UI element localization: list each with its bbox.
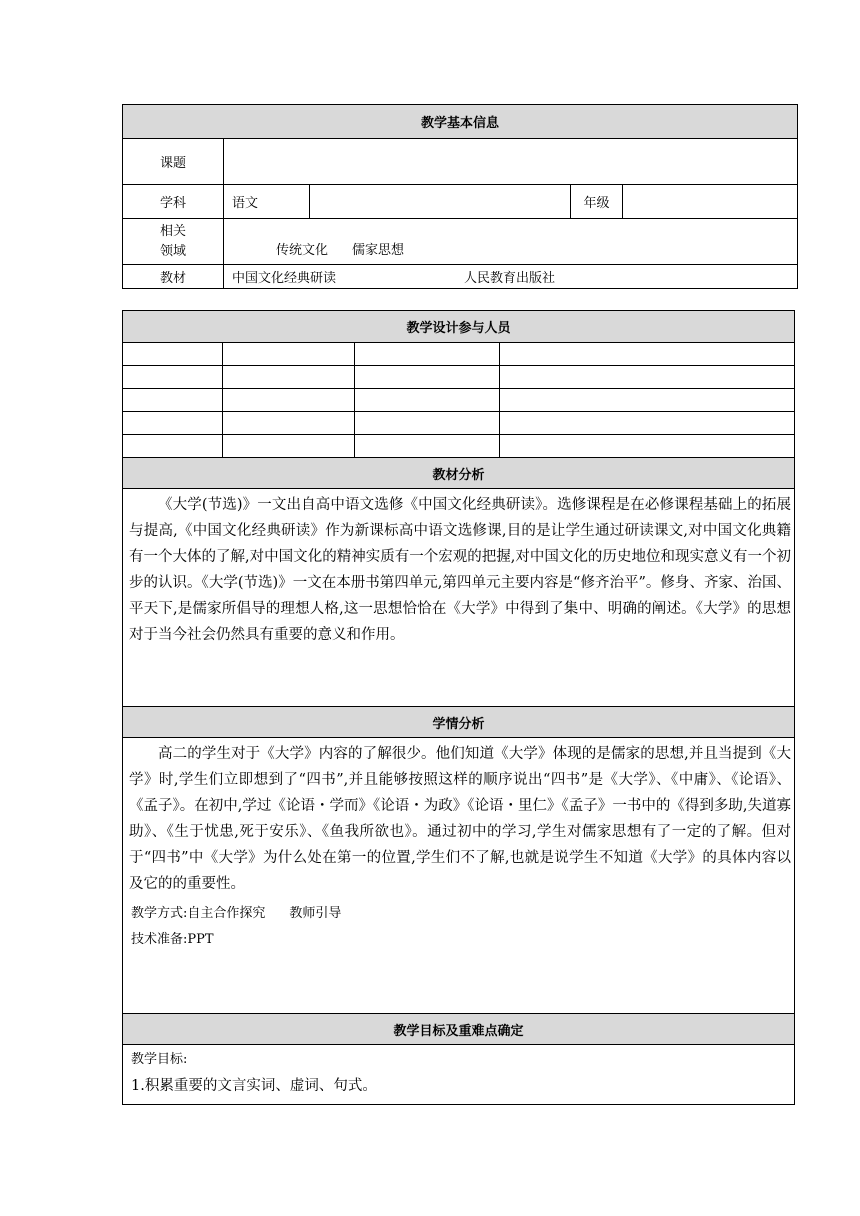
textbook-value — [224, 265, 798, 289]
participant-row — [123, 412, 795, 435]
goals-subtitle: 教学目标: — [131, 1052, 188, 1067]
design-table — [122, 310, 795, 1105]
basic-info-table — [122, 104, 798, 289]
grade-value — [623, 185, 798, 219]
subject-blank — [310, 185, 571, 219]
participant-row — [123, 366, 795, 389]
teaching-method-extra: 教师引导 — [289, 906, 342, 921]
subject-value: 语文 — [224, 185, 310, 219]
student-analysis-text: 高二的学生对于《大学》内容的了解很少。他们知道《大学》体现的是儒家的思想,并且当提到《大学》时,学生们立即想到了“四书”,并且能够按照这样的顺序说出“四书”是《大学》、《中庸》、《论语》、《孟子》。在初中,学过《论语・学而》《论语・为政》《论语・里仁》《孟子》一书中的《得到多助,失道寡助》、《生于忧患,死于安乐》、《鱼我所欲也》。通过初中的学习,学生对儒家思想有了一定的了解。但对于“四书”中《大学》为什么处在第一的位置,学生们不了解,也就是说学生不知道《大学》的具体内容以及它的的重要性。 — [129, 746, 792, 892]
goal-item-1: 1.积累重要的文言实词、虚词、句式。 — [131, 1078, 377, 1094]
grade-label: 年级 — [571, 185, 623, 219]
topic-label: 课题 — [123, 139, 224, 185]
material-analysis-title: 教材分析 — [123, 458, 795, 489]
field-value — [224, 219, 798, 265]
student-analysis-title: 学情分析 — [123, 707, 795, 738]
textbook-publisher: 人民教育出版社 — [464, 271, 556, 286]
field-value-2: 儒家思想 — [352, 243, 405, 258]
field-value-1: 传统文化 — [276, 243, 329, 258]
topic-value — [224, 139, 798, 185]
participant-row — [123, 435, 795, 458]
textbook-label: 教材 — [123, 265, 224, 289]
field-label — [123, 219, 224, 265]
field-label-line2: 领域 — [159, 243, 186, 259]
design-participants-title: 教学设计参与人员 — [123, 311, 795, 343]
basic-info-title: 教学基本信息 — [123, 105, 798, 139]
tech-prep: 技术准备:PPT — [131, 932, 214, 947]
goals-title: 教学目标及重难点确定 — [123, 1014, 795, 1045]
material-analysis-text: 《大学(节选)》一文出自高中语文选修《中国文化经典研读》。选修课程是在必修课程基础上的拓展与提高,《中国文化经典研读》作为新课标高中语文选修课,目的是让学生通过研读课文,对中国文化典籍有一个大体的了解,对中国文化的精神实质有一个宏观的把握,对中国文化的历史地位和现实意义有一个初步的认识。《大学(节选)》一文在本册书第四单元,第四单元主要内容是“修齐治平”。修身、齐家、治国、平天下,是儒家所倡导的理想人格,这一思想恰恰在《大学》中得到了集中、明确的阐述。《大学》的思想对于当今社会仍然具有重要的意义和作用。 — [129, 497, 792, 643]
field-label-line1: 相关 — [159, 223, 186, 239]
textbook-name: 中国文化经典研读 — [232, 271, 337, 286]
participant-row — [123, 389, 795, 412]
student-analysis-cell — [123, 738, 795, 1014]
subject-label: 学科 — [123, 185, 224, 219]
teaching-method — [123, 905, 794, 923]
goals-cell — [123, 1045, 795, 1105]
participant-row — [123, 343, 795, 366]
teaching-method-label: 教学方式:自主合作探究 — [131, 906, 266, 921]
material-analysis-cell — [123, 489, 795, 707]
